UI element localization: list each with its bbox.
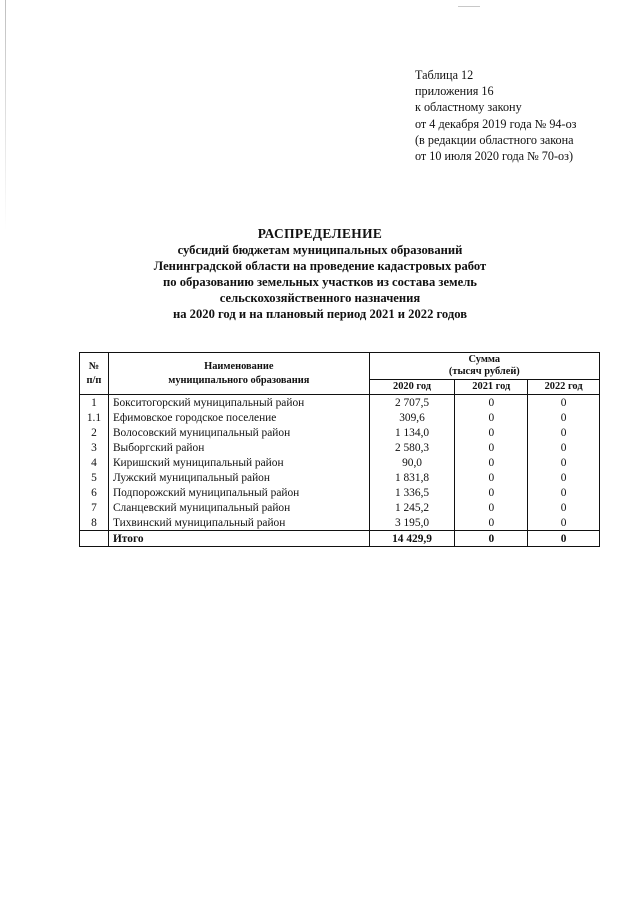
row-municipality: Лужский муниципальный район [108, 470, 369, 485]
row-municipality: Киришский муниципальный район [108, 455, 369, 470]
row-value-2021: 0 [455, 425, 528, 440]
header-municipality-line1: Наименование [204, 360, 274, 372]
row-municipality: Волосовский муниципальный район [108, 425, 369, 440]
row-value-2021: 0 [455, 515, 528, 531]
row-value-2022: 0 [528, 470, 600, 485]
header-sum-line2: (тысяч рублей) [448, 366, 520, 377]
row-value-2022: 0 [528, 395, 600, 411]
table-row [80, 410, 600, 425]
row-value-2020: 3 195,0 [369, 515, 455, 531]
table-row [80, 395, 600, 411]
row-value-2020: 309,6 [369, 410, 455, 425]
row-value-2020: 2 580,3 [369, 440, 455, 455]
table-row [80, 440, 600, 455]
row-value-2020: 1 134,0 [369, 425, 455, 440]
appendix-line: Таблица 12 [415, 68, 474, 82]
total-2021: 0 [455, 531, 528, 547]
document-title [0, 226, 640, 322]
row-value-2022: 0 [528, 500, 600, 515]
row-value-2022: 0 [528, 425, 600, 440]
row-value-2021: 0 [455, 395, 528, 411]
table-row [80, 425, 600, 440]
appendix-line: от 4 декабря 2019 года № 94-оз [415, 116, 577, 131]
row-value-2020: 2 707,5 [369, 395, 455, 411]
row-value-2021: 0 [455, 410, 528, 425]
header-sum-line1: Сумма [468, 354, 501, 365]
row-municipality: Ефимовское городское поселение [108, 410, 369, 425]
row-number: 6 [80, 485, 109, 500]
appendix-line: от 10 июля 2020 года № 70-оз) [415, 149, 574, 164]
table-row [80, 485, 600, 500]
row-value-2022: 0 [528, 455, 600, 470]
title-main: РАСПРЕДЕЛЕНИЕ [257, 226, 383, 241]
header-number-line2: п/п [86, 374, 102, 386]
row-value-2020: 1 831,8 [369, 470, 455, 485]
row-value-2021: 0 [455, 440, 528, 455]
row-number: 1 [80, 395, 109, 411]
row-municipality: Бокситогорский муниципальный район [108, 395, 369, 411]
row-value-2022: 0 [528, 410, 600, 425]
row-value-2020: 1 336,5 [369, 485, 455, 500]
total-number-cell [80, 531, 109, 547]
title-line: сельскохозяйственного назначения [219, 291, 421, 305]
row-number: 4 [80, 455, 109, 470]
total-row [80, 531, 600, 547]
title-line: субсидий бюджетам муниципальных образований [177, 243, 463, 257]
title-line: Ленинградской области на проведение кадастровых работ [153, 259, 487, 273]
total-2022: 0 [528, 531, 600, 547]
row-value-2022: 0 [528, 440, 600, 455]
scan-edge-shadow [5, 0, 6, 230]
header-sum [369, 353, 599, 380]
appendix-line: приложения 16 [415, 84, 494, 99]
appendix-line: к областному закону [415, 100, 522, 115]
title-line: на 2020 год и на плановый период 2021 и 2022 годов [172, 307, 468, 321]
appendix-reference [415, 67, 577, 164]
row-number: 2 [80, 425, 109, 440]
appendix-line: (в редакции областного закона [415, 132, 574, 147]
row-value-2022: 0 [528, 485, 600, 500]
header-municipality [108, 353, 369, 395]
title-line: по образованию земельных участков из состава земель [163, 275, 477, 289]
header-number [80, 353, 109, 395]
row-number: 7 [80, 500, 109, 515]
header-municipality-line2: муниципального образования [168, 374, 310, 386]
row-municipality: Сланцевский муниципальный район [108, 500, 369, 515]
row-value-2021: 0 [455, 470, 528, 485]
table-row [80, 470, 600, 485]
table-row [80, 455, 600, 470]
row-municipality: Тихвинский муниципальный район [108, 515, 369, 531]
row-municipality: Выборгский район [108, 440, 369, 455]
header-year-2022: 2022 год [528, 380, 600, 395]
header-number-line1: № [88, 360, 100, 372]
row-value-2021: 0 [455, 500, 528, 515]
header-year-2021: 2021 год [455, 380, 528, 395]
row-value-2020: 90,0 [369, 455, 455, 470]
row-value-2021: 0 [455, 455, 528, 470]
total-label: Итого [108, 531, 369, 547]
distribution-table [79, 352, 600, 547]
table-row [80, 500, 600, 515]
row-number: 3 [80, 440, 109, 455]
scan-corner-mark [458, 6, 480, 7]
row-number: 8 [80, 515, 109, 531]
header-year-2020: 2020 год [369, 380, 455, 395]
table-row [80, 515, 600, 531]
row-value-2020: 1 245,2 [369, 500, 455, 515]
row-number: 1.1 [80, 410, 109, 425]
row-value-2021: 0 [455, 485, 528, 500]
row-municipality: Подпорожский муниципальный район [108, 485, 369, 500]
row-value-2022: 0 [528, 515, 600, 531]
row-number: 5 [80, 470, 109, 485]
total-2020: 14 429,9 [369, 531, 455, 547]
